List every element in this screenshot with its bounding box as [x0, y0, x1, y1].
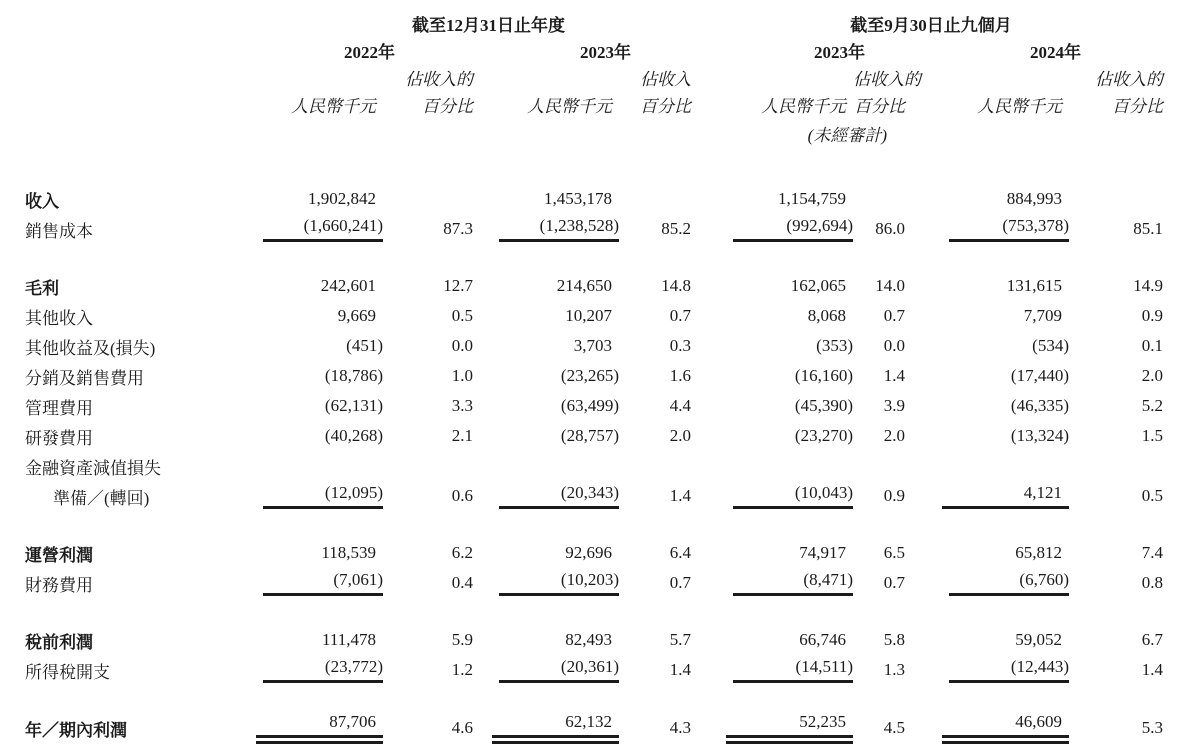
period-header-nine-months: 截至9月30日止九個月: [850, 16, 1012, 35]
pct-subheader-1: 百分比: [422, 97, 473, 116]
row-label: 準備／(轉回): [53, 488, 150, 508]
pct-header-2: 佔收入: [640, 70, 691, 89]
amount-value: 66,746: [799, 630, 846, 649]
pct-value: 0.6: [451, 486, 473, 505]
pct-value: 6.5: [883, 543, 905, 562]
row-label: 管理費用: [25, 398, 93, 418]
amount-value: 62,132: [492, 712, 619, 744]
pct-value: 1.4: [669, 486, 691, 505]
amount-value: (13,324): [1010, 426, 1069, 445]
amount-value: (10,203): [499, 570, 619, 596]
pct-value: 0.3: [669, 336, 691, 355]
pct-value: 85.1: [1133, 219, 1163, 238]
pct-value: 0.1: [1141, 336, 1163, 355]
table-row: [5, 712, 1167, 744]
pct-value: 5.9: [451, 630, 473, 649]
pct-value: 0.0: [883, 336, 905, 355]
pct-value: 3.9: [883, 396, 905, 415]
pct-value: 5.2: [1141, 396, 1163, 415]
amount-value: (6,760): [949, 570, 1069, 596]
pct-header-3: 佔收入的: [853, 70, 921, 89]
pct-value: 14.9: [1133, 276, 1163, 295]
amount-value: 131,615: [1006, 276, 1062, 295]
spacer-row: [5, 685, 1167, 712]
pct-value: 3.3: [451, 396, 473, 415]
pct-subheader-2: 百分比: [640, 97, 691, 116]
unaudited-note: (未經審計): [807, 126, 887, 145]
amount-value: 162,065: [790, 276, 846, 295]
amount-value: 4,121: [942, 483, 1069, 509]
amount-value: (45,390): [794, 396, 853, 415]
row-label: 其他收益及(損失): [25, 338, 156, 358]
header-spacer-row: [5, 154, 1167, 184]
amount-value: 118,539: [321, 543, 376, 562]
amount-value: (14,511): [733, 657, 853, 683]
year-header-2022: 2022年: [344, 43, 395, 62]
amount-value: (17,440): [1010, 366, 1069, 385]
pct-value: 0.5: [451, 306, 473, 325]
pct-value: 14.8: [661, 276, 691, 295]
year-header-2023-9m: 2023年: [814, 43, 865, 62]
table-row: [5, 625, 1167, 655]
row-label: 金融資產減值損失: [25, 458, 161, 478]
pct-value: 5.3: [1141, 718, 1163, 737]
pct-value: 4.4: [669, 396, 691, 415]
table-row: [5, 421, 1167, 451]
year-header-row: [5, 36, 1167, 63]
amount-value: 82,493: [565, 630, 612, 649]
amount-value: 92,696: [565, 543, 612, 562]
pct-value: 4.3: [669, 718, 691, 737]
pct-value: 0.7: [669, 573, 691, 592]
row-label: 稅前利潤: [25, 632, 93, 652]
pct-value: 1.0: [451, 366, 473, 385]
amount-value: 74,917: [799, 543, 846, 562]
amount-value: (7,061): [263, 570, 383, 596]
row-label: 研發費用: [25, 428, 93, 448]
amount-value: 3,703: [573, 336, 612, 355]
pct-value: 2.1: [451, 426, 473, 445]
pct-value: 1.4: [883, 366, 905, 385]
row-label: 收入: [25, 191, 59, 211]
row-label: 其他收入: [25, 308, 93, 328]
amount-header-3: 人民幣千元: [761, 97, 846, 116]
spacer-row: [5, 244, 1167, 271]
amount-value: 7,709: [1023, 306, 1062, 325]
amount-value: (992,694): [733, 216, 853, 242]
table-row: [5, 538, 1167, 568]
pct-value: 0.9: [1141, 306, 1163, 325]
pct-value: 0.4: [451, 573, 473, 592]
amount-value: 10,207: [565, 306, 612, 325]
financial-table: [5, 0, 1167, 744]
pct-header-4: 佔收入的: [1095, 70, 1163, 89]
amount-value: (62,131): [324, 396, 383, 415]
amount-value: 87,706: [256, 712, 383, 744]
pct-value: 14.0: [875, 276, 905, 295]
row-label: 所得稅開支: [25, 662, 110, 682]
amount-value: (451): [346, 336, 383, 355]
amount-value: (534): [1032, 336, 1069, 355]
amount-value: 1,902,842: [308, 189, 376, 208]
pct-value: 0.7: [669, 306, 691, 325]
pct-header-line1-row: [5, 63, 1167, 90]
table-row: [5, 214, 1167, 244]
table-row: [5, 184, 1167, 214]
amount-value: 8,068: [807, 306, 846, 325]
amount-value: 242,601: [320, 276, 376, 295]
amount-value: (12,095): [263, 483, 383, 509]
amount-value: (8,471): [733, 570, 853, 596]
row-label: 年／期內利潤: [25, 720, 127, 740]
amount-header-2: 人民幣千元: [527, 97, 612, 116]
amount-value: 65,812: [1015, 543, 1062, 562]
table-row: [5, 568, 1167, 598]
amount-value: 46,609: [942, 712, 1069, 744]
table-row: [5, 361, 1167, 391]
amount-value: (18,786): [324, 366, 383, 385]
pct-value: 7.4: [1141, 543, 1163, 562]
pct-value: 6.2: [451, 543, 473, 562]
year-header-2023: 2023年: [580, 43, 631, 62]
pct-value: 87.3: [443, 219, 473, 238]
table-row: [5, 391, 1167, 421]
unit-header-row: [5, 90, 1167, 117]
pct-value: 4.6: [451, 718, 473, 737]
row-label: 運營利潤: [25, 545, 93, 565]
pct-value: 0.5: [1141, 486, 1163, 505]
row-label: 毛利: [25, 278, 59, 298]
amount-value: (353): [816, 336, 853, 355]
amount-value: 1,154,759: [778, 189, 846, 208]
amount-value: (1,660,241): [263, 216, 383, 242]
pct-value: 1.3: [883, 660, 905, 679]
amount-value: (40,268): [324, 426, 383, 445]
table-row: [5, 331, 1167, 361]
pct-subheader-4: 百分比: [1112, 97, 1163, 116]
row-label: 銷售成本: [25, 221, 93, 241]
period-header-annual: 截至12月31日止年度: [412, 16, 565, 35]
amount-value: (10,043): [733, 483, 853, 509]
amount-value: 884,993: [1006, 189, 1062, 208]
amount-value: (12,443): [949, 657, 1069, 683]
pct-value: 0.8: [1141, 573, 1163, 592]
spacer-row: [5, 511, 1167, 538]
row-label: 財務費用: [25, 575, 93, 595]
pct-value: 2.0: [669, 426, 691, 445]
unaudited-note-row: [5, 117, 1167, 154]
amount-value: (23,270): [794, 426, 853, 445]
pct-value: 5.7: [669, 630, 691, 649]
pct-value: 85.2: [661, 219, 691, 238]
pct-value: 0.0: [451, 336, 473, 355]
row-label: 分銷及銷售費用: [25, 368, 144, 388]
year-header-2024: 2024年: [1030, 43, 1081, 62]
amount-value: (1,238,528): [499, 216, 619, 242]
amount-value: (28,757): [560, 426, 619, 445]
amount-header-4: 人民幣千元: [977, 97, 1062, 116]
table-row: [5, 655, 1167, 685]
amount-value: 214,650: [556, 276, 612, 295]
pct-value: 86.0: [875, 219, 905, 238]
table-row: [5, 451, 1167, 481]
amount-value: (46,335): [1010, 396, 1069, 415]
amount-value: (20,343): [499, 483, 619, 509]
period-header-row: [5, 0, 1167, 36]
amount-value: 52,235: [726, 712, 853, 744]
amount-value: 111,478: [322, 630, 376, 649]
pct-value: 4.5: [883, 718, 905, 737]
pct-value: 5.8: [883, 630, 905, 649]
amount-value: (16,160): [794, 366, 853, 385]
amount-value: 59,052: [1015, 630, 1062, 649]
amount-value: (23,265): [560, 366, 619, 385]
pct-value: 0.7: [883, 306, 905, 325]
table-row: [5, 481, 1167, 511]
pct-header-1: 佔收入的: [405, 70, 473, 89]
spacer-row: [5, 598, 1167, 625]
table-row: [5, 271, 1167, 301]
table-row: [5, 301, 1167, 331]
table-body: [5, 184, 1167, 744]
pct-value: 1.2: [451, 660, 473, 679]
pct-value: 1.5: [1141, 426, 1163, 445]
amount-value: (63,499): [560, 396, 619, 415]
amount-value: (753,378): [949, 216, 1069, 242]
amount-value: 1,453,178: [544, 189, 612, 208]
amount-header-1: 人民幣千元: [291, 97, 376, 116]
pct-value: 1.4: [1141, 660, 1163, 679]
pct-value: 12.7: [443, 276, 473, 295]
pct-subheader-3: 百分比: [854, 97, 905, 116]
pct-value: 6.4: [669, 543, 691, 562]
pct-value: 2.0: [1141, 366, 1163, 385]
pct-value: 1.4: [669, 660, 691, 679]
pct-value: 0.7: [883, 573, 905, 592]
amount-value: 9,669: [337, 306, 376, 325]
pct-value: 0.9: [883, 486, 905, 505]
pct-value: 1.6: [669, 366, 691, 385]
pct-value: 2.0: [883, 426, 905, 445]
amount-value: (20,361): [499, 657, 619, 683]
amount-value: (23,772): [263, 657, 383, 683]
pct-value: 6.7: [1141, 630, 1163, 649]
